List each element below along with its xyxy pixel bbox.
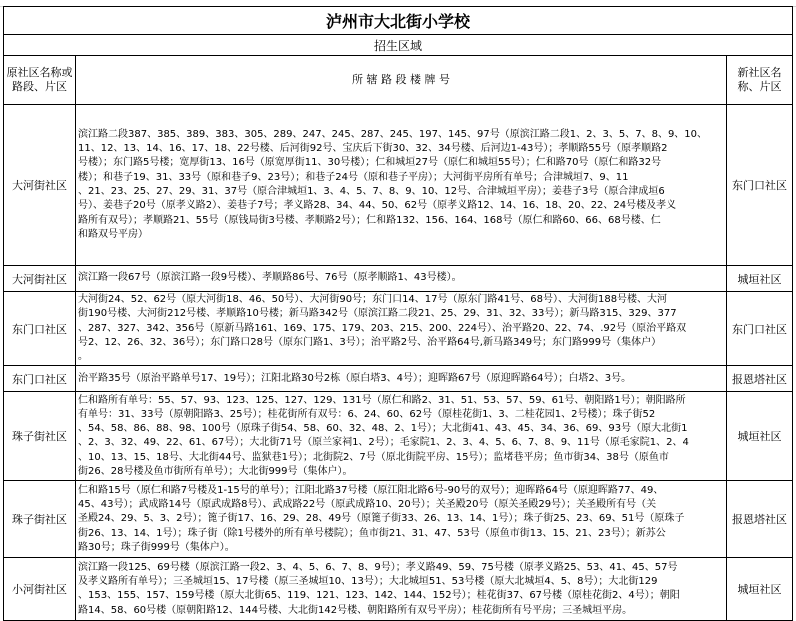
table-row — [4, 105, 793, 266]
street-line: 街190号楼、大河街212号楼、孝顺路10号楼；新马路342号（原滨江路二段21、25、29、31、32、33号）；新马路315、329、377 — [78, 308, 677, 320]
table-row — [4, 392, 793, 481]
street-line: 号2、12、26、32、36号）；东门路口28号（原东门路1、3号）；治平路2号、治平路64号,新马路349号；东门路999号（集体户） — [78, 336, 662, 348]
street-line: 仁和路所有单号：55、57、93、123、125、127、129、131号（原仁和路2、31、51、53、57、59、61号、朝阳路1号）；朝阳路所 — [78, 394, 686, 406]
street-line: 仁和路15号（原仁和路7号楼及1-15号的单号）；江阳北路37号楼（原江阳北路6号-90号的双号）；迎晖路64号（原迎晖路77、49、 — [78, 484, 664, 496]
street-line: 路14、58、60号楼（原朝阳路12、144号楼、大北街142号楼、朝阳路所有双号平房）；桂花街所有号平房；三圣城垣平房。 — [78, 604, 633, 616]
street-line: 、10、13、15、18号、大北街44号、监狱巷1号）；北街院2、7号（原北街院平房、15号）；监堵巷平房；鱼市街34、38号（原鱼市 — [78, 451, 669, 463]
table-row — [4, 558, 793, 621]
new-community-cell: 城垣社区 — [727, 266, 793, 292]
street-line: 有单号：31、33号（原朝阳路3、25号）；桂花街所有双号：6、24、60、62号（原桂花街1、3、二桂花园1、2号楼）；珠子街52 — [78, 408, 656, 420]
old-community-cell: 大河街社区 — [4, 105, 76, 266]
street-line: 、54、58、86、88、98、100号（原珠子街54、58、60、32、48、2、1号）；大北街41、43、45、34、36、69、93号（原大北街1 — [78, 423, 688, 435]
header-streets: 所 辖 路 段 楼 牌 号 — [76, 56, 727, 105]
street-line: 滨江路一段125、69号楼（原滨江路一段2、3、4、5、6、7、8、9号）；孝义路49、59、75号楼（原孝义路25、53、41、45、57号 — [78, 561, 678, 573]
table-row — [4, 266, 793, 292]
street-line: 号）、姜巷子20号（原孝义路2）、姜巷子7号；孝义路28、34、44、50、62号（原孝义路12、14、16、18、20、22、24号楼及孝义 — [78, 200, 677, 212]
old-community-cell: 小河街社区 — [4, 558, 76, 621]
streets-cell — [76, 481, 727, 558]
street-line: 圣殿24、29、5、3、2号）；篦子街17、16、29、28、49号（原篦子街33、26、13、14、1号）；珠子街25、23、69、51号（原珠子 — [78, 513, 685, 525]
old-community-cell: 东门口社区 — [4, 292, 76, 366]
header-new-community: 新社区名称、片区 — [727, 56, 793, 105]
street-line: 滨江路二段387、385、389、383、305、289、247、245、287、245、197、145、97号（原滨江路二段1、2、3、5、7、8、9、10、 — [78, 128, 708, 140]
old-community-cell: 珠子街社区 — [4, 392, 76, 481]
streets-cell — [76, 266, 727, 292]
street-line: 及孝义路所有单号）；三圣城垣15、17号楼（原三圣城垣10、13号）；大北城垣51、53号楼（原大北城垣4、5、8号）；大北街129 — [78, 576, 658, 588]
enrollment-table — [3, 6, 793, 621]
old-community-cell: 大河街社区 — [4, 266, 76, 292]
street-line: 和路双号平房） — [78, 228, 148, 240]
old-community-cell: 东门口社区 — [4, 366, 76, 392]
street-line: 。 — [78, 351, 88, 363]
street-line: 、287、327、342、356号（原新马路161、169、175、179、203、215、200、224号）、治平路20、22、74、.92号（原治平路双 — [78, 322, 687, 334]
streets-cell — [76, 558, 727, 621]
streets-cell — [76, 392, 727, 481]
street-line: 大河街24、52、62号（原大河街18、46、50号）、大河街90号；东门口14、17号（原东门路41号、68号）、大河街188号楼、大河 — [78, 294, 668, 305]
new-community-cell: 城垣社区 — [727, 558, 793, 621]
street-line: 、153、155、157、159号楼（原大北街65、119、121、123、142、144、152号）；桂花街37、67号楼（原桂花街2、4号）；朝阳 — [78, 590, 680, 602]
streets-cell — [76, 105, 727, 266]
new-community-cell: 城垣社区 — [727, 392, 793, 481]
street-line: 路30号；珠子街999号（集体户）。 — [78, 541, 235, 553]
table-row — [4, 481, 793, 558]
header-old-community: 原社区名称或路段、片区 — [4, 56, 76, 105]
street-line: 楼）；和巷子19、31、33号（原和巷子9、23号）；和巷子24号（原和巷子平房）；大河街平房所有单号；合津城垣7、9、11 — [78, 171, 629, 183]
new-community-cell: 东门口社区 — [727, 105, 793, 266]
new-community-cell: 报恩塔社区 — [727, 481, 793, 558]
street-line: 45、43号）；武成路14号（原武成路8号）、武成路22号（原武成路10、20号）；关圣殿20号（原关圣殿29号）；关圣殿所有号（关 — [78, 499, 657, 511]
streets-cell — [76, 292, 727, 366]
new-community-cell: 东门口社区 — [727, 292, 793, 366]
school-title: 泸州市大北街小学校 — [4, 7, 793, 35]
streets-cell — [76, 366, 727, 392]
street-line: 滨江路一段67号（原滨江路一段9号楼）、孝顺路86号、76号（原孝顺路1、43号楼）。 — [78, 272, 462, 284]
street-line: 、2、3、32、49、22、61、67号）；大北街71号（原兰家祠1、2号）；毛家院1、2、3、4、5、6、7、8、9、11号（原毛家院1、2、4 — [78, 437, 689, 449]
table-row — [4, 366, 793, 392]
street-line: 治平路35号（原治平路单号17、19号）；江阳北路30号2栋（原白塔3、4号）；迎晖路67号（原迎晖路64号）；白塔2、3号。 — [78, 372, 632, 384]
street-line: 11、12、13、14、16、17、18、22号楼、后河街92号、宝庆后下街30、32、34号楼、后河边1-43号）；孝顺路55号（原孝顺路2 — [78, 143, 668, 155]
street-line: 街26、13、14、1号）；珠子街（除1号楼外的所有单号楼院）；鱼市街21、31、47、53号（原鱼市街13、15、21、23号）；新苏公 — [78, 527, 666, 539]
old-community-cell: 珠子街社区 — [4, 481, 76, 558]
section-subtitle: 招生区域 — [4, 35, 793, 56]
street-line: 路所有双号）；孝顺路21、55号（原钱局街3号楼、孝顺路2号）；仁和路132、156、164、168号（原仁和路60、66、68号楼、仁 — [78, 214, 661, 226]
new-community-cell: 报恩塔社区 — [727, 366, 793, 392]
street-line: 、21、23、25、27、29、31、37号（原合津城垣1、3、4、5、7、8、9、10、12号、合津城垣平房）；姜巷子3号（原合津成垣6 — [78, 186, 665, 197]
table-row — [4, 292, 793, 366]
street-line: 号楼）；东门路5号楼；宽厚街13、16号（原宽厚街11、30号楼）；仁和城垣27号（原仁和城垣55号）；仁和路70号（原仁和路32号 — [78, 157, 662, 169]
street-line: 街26、28号楼及鱼市街所有单号）；大北街999号（集体户）。 — [78, 466, 353, 478]
